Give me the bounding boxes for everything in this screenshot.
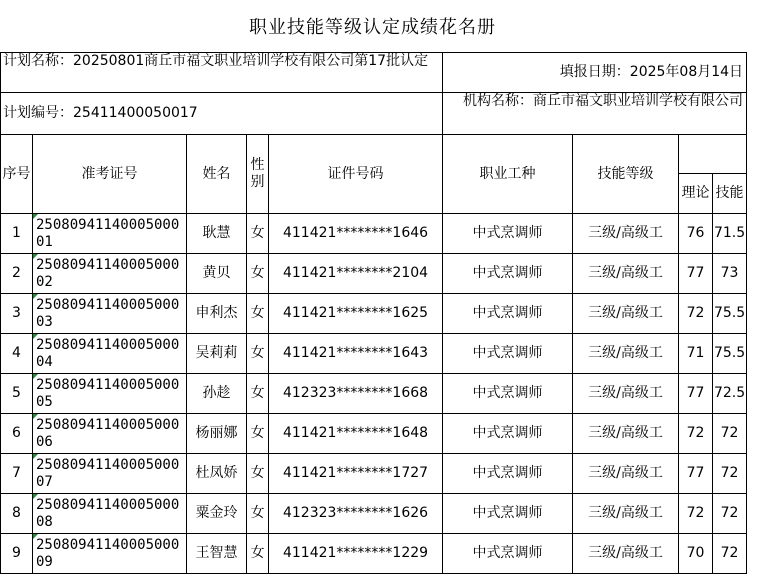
- row-exam-id: 2508094114000500002: [33, 254, 187, 294]
- row-gender: 女: [247, 294, 269, 334]
- row-skill: 72: [713, 414, 747, 454]
- row-exam-id: 2508094114000500005: [33, 374, 187, 414]
- row-gender: 女: [247, 214, 269, 254]
- header-level: 技能等级: [573, 135, 679, 214]
- row-skill: 72: [713, 454, 747, 494]
- row-exam-id: 2508094114000500007: [33, 454, 187, 494]
- row-theory: 72: [679, 294, 713, 334]
- row-exam-id: 2508094114000500004: [33, 334, 187, 374]
- row-name: 申利杰: [187, 294, 247, 334]
- table-row: [1, 414, 747, 454]
- row-occupation: 中式烹调师: [443, 294, 573, 334]
- header-exam-id: 准考证号: [33, 135, 187, 214]
- row-id-no: 411421********1229: [269, 534, 443, 574]
- row-name: 黄贝: [187, 254, 247, 294]
- row-theory: 70: [679, 534, 713, 574]
- header-gender: 性别: [247, 135, 269, 214]
- row-skill: 75.5: [713, 334, 747, 374]
- row-occupation: 中式烹调师: [443, 334, 573, 374]
- row-exam-id: 2508094114000500008: [33, 494, 187, 534]
- row-level: 三级/高级工: [573, 414, 679, 454]
- header-skill: 技能: [713, 174, 747, 214]
- page-title: 职业技能等级认定成绩花名册: [249, 17, 496, 38]
- table-row: [1, 294, 747, 334]
- table-row: [1, 534, 747, 574]
- row-occupation: 中式烹调师: [443, 214, 573, 254]
- row-skill: 72: [713, 494, 747, 534]
- table-row: [1, 214, 747, 254]
- row-level: 三级/高级工: [573, 454, 679, 494]
- row-exam-id: 2508094114000500003: [33, 294, 187, 334]
- table-body: [1, 214, 747, 574]
- row-name: 吴莉莉: [187, 334, 247, 374]
- header-id-no: 证件号码: [269, 135, 443, 214]
- row-seq: 1: [1, 214, 33, 254]
- row-name: 耿慧: [187, 214, 247, 254]
- row-id-no: 411421********1646: [269, 214, 443, 254]
- row-seq: 8: [1, 494, 33, 534]
- plan-name: 计划名称：20250801商丘市福文职业培训学校有限公司第17批认定: [1, 53, 443, 93]
- row-gender: 女: [247, 414, 269, 454]
- row-skill: 75.5: [713, 294, 747, 334]
- row-skill: 72.5: [713, 374, 747, 414]
- row-seq: 3: [1, 294, 33, 334]
- row-id-no: 412323********1668: [269, 374, 443, 414]
- row-exam-id: 2508094114000500009: [33, 534, 187, 574]
- row-occupation: 中式烹调师: [443, 374, 573, 414]
- row-seq: 9: [1, 534, 33, 574]
- row-seq: 6: [1, 414, 33, 454]
- row-occupation: 中式烹调师: [443, 414, 573, 454]
- row-level: 三级/高级工: [573, 494, 679, 534]
- row-skill: 72: [713, 534, 747, 574]
- row-occupation: 中式烹调师: [443, 534, 573, 574]
- row-gender: 女: [247, 254, 269, 294]
- row-seq: 5: [1, 374, 33, 414]
- row-seq: 4: [1, 334, 33, 374]
- row-level: 三级/高级工: [573, 534, 679, 574]
- row-id-no: 411421********1643: [269, 334, 443, 374]
- row-exam-id: 2508094114000500006: [33, 414, 187, 454]
- row-gender: 女: [247, 494, 269, 534]
- row-occupation: 中式烹调师: [443, 254, 573, 294]
- row-theory: 72: [679, 494, 713, 534]
- row-id-no: 411421********2104: [269, 254, 443, 294]
- header-occupation: 职业工种: [443, 135, 573, 214]
- table-row: [1, 254, 747, 294]
- roster-table: [0, 52, 747, 574]
- row-skill: 71.5: [713, 214, 747, 254]
- row-seq: 2: [1, 254, 33, 294]
- row-id-no: 411421********1727: [269, 454, 443, 494]
- row-theory: 77: [679, 254, 713, 294]
- row-name: 孙趁: [187, 374, 247, 414]
- row-level: 三级/高级工: [573, 254, 679, 294]
- row-skill: 73: [713, 254, 747, 294]
- row-level: 三级/高级工: [573, 294, 679, 334]
- row-id-no: 412323********1626: [269, 494, 443, 534]
- org-name: 机构名称：商丘市福文职业培训学校有限公司: [443, 93, 747, 135]
- header-theory: 理论: [679, 174, 713, 214]
- row-name: 杜凤娇: [187, 454, 247, 494]
- row-gender: 女: [247, 454, 269, 494]
- header-seq: 序号: [1, 135, 33, 214]
- row-level: 三级/高级工: [573, 374, 679, 414]
- row-id-no: 411421********1648: [269, 414, 443, 454]
- row-name: 王智慧: [187, 534, 247, 574]
- row-id-no: 411421********1625: [269, 294, 443, 334]
- row-theory: 76: [679, 214, 713, 254]
- row-gender: 女: [247, 334, 269, 374]
- row-gender: 女: [247, 534, 269, 574]
- row-level: 三级/高级工: [573, 334, 679, 374]
- table-row: [1, 334, 747, 374]
- row-level: 三级/高级工: [573, 214, 679, 254]
- row-theory: 71: [679, 334, 713, 374]
- row-name: 粟金玲: [187, 494, 247, 534]
- table-row: [1, 374, 747, 414]
- header-name: 姓名: [187, 135, 247, 214]
- row-gender: 女: [247, 374, 269, 414]
- header-score-group: [679, 135, 747, 174]
- row-exam-id: 2508094114000500001: [33, 214, 187, 254]
- fill-date: 填报日期：2025年08月14日: [443, 53, 747, 93]
- table-row: [1, 494, 747, 534]
- row-occupation: 中式烹调师: [443, 494, 573, 534]
- row-theory: 77: [679, 374, 713, 414]
- row-occupation: 中式烹调师: [443, 454, 573, 494]
- row-theory: 72: [679, 414, 713, 454]
- plan-code: 计划编号：25411400050017: [1, 93, 443, 135]
- table-row: [1, 454, 747, 494]
- row-seq: 7: [1, 454, 33, 494]
- row-theory: 77: [679, 454, 713, 494]
- row-name: 杨丽娜: [187, 414, 247, 454]
